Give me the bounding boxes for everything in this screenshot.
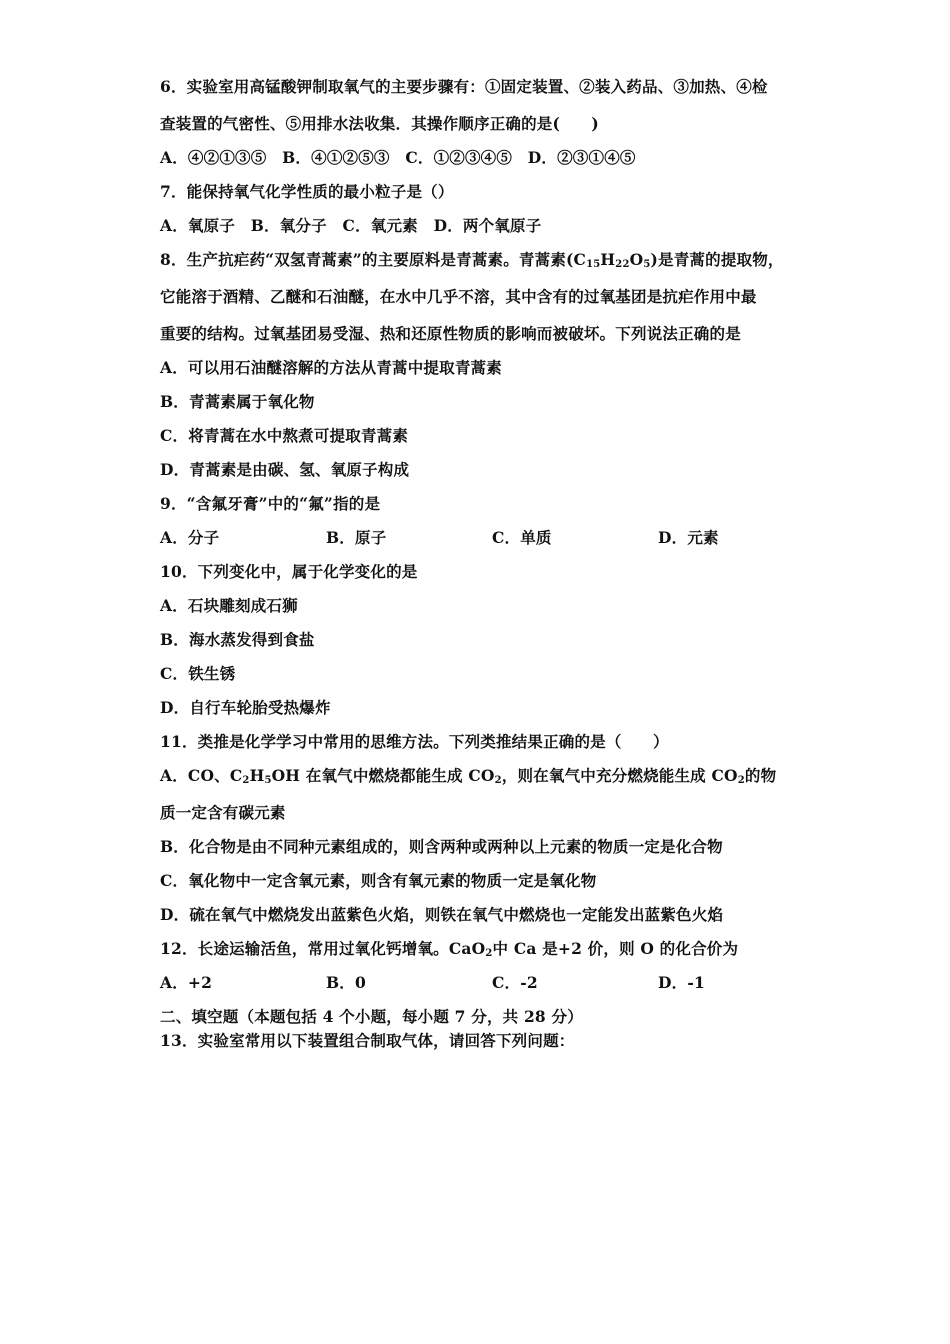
q11-sub-2a: 2 (242, 775, 250, 786)
q8-option-b: B．青蒿素属于氧化物 (160, 392, 315, 411)
q12-option-c: C．-2 (492, 973, 538, 992)
q8-stem-line3: 重要的结构。过氧基团易受湿、热和还原性物质的影响而被破坏。下列说法正确的是 (160, 324, 741, 343)
q12-options (160, 973, 705, 993)
q9-stem: 9．“含氟牙膏”中的“氟”指的是 (160, 494, 381, 513)
q12-option-d: D．-1 (658, 973, 705, 992)
q8-stem-line1-post: )是青蒿的提取物， (650, 250, 784, 269)
q11-option-a-line2: 质一定含有碳元素 (160, 803, 286, 822)
q8-option-a: A．可以用石油醚溶解的方法从青蒿中提取青蒿素 (160, 358, 502, 377)
q9-option-a: A．分子 (160, 528, 220, 547)
q10-option-d: D．自行车轮胎受热爆炸 (160, 698, 331, 717)
q11-option-a-h: H (249, 766, 265, 785)
q11-sub-2b: 2 (494, 775, 502, 786)
q11-option-a-mid: OH 在氧气中燃烧都能生成 CO (271, 766, 495, 785)
q8-option-c: C．将青蒿在水中熬煮可提取青蒿素 (160, 426, 409, 445)
q8-stem-line1-pre: 8．生产抗疟药“双氢青蒿素”的主要原料是青蒿素。青蒿素(C (160, 250, 587, 269)
q11-option-b: B．化合物是由不同种元素组成的，则含两种或两种以上元素的物质一定是化合物 (160, 837, 723, 856)
q12-option-a: A．+2 (160, 973, 213, 992)
q12-stem (160, 939, 738, 959)
q8-option-d: D．青蒿素是由碳、氢、氧原子构成 (160, 460, 410, 479)
q10-option-b: B．海水蒸发得到食盐 (160, 630, 315, 649)
q10-option-a: A．石块雕刻成石狮 (160, 596, 298, 615)
q11-option-a-post: 的物 (744, 766, 777, 785)
q11-option-a-mid2: ，则在氧气中充分燃烧能生成 CO (501, 766, 738, 785)
q8-formula-h: H (600, 250, 616, 269)
q12-option-b: B．0 (326, 973, 366, 992)
q8-formula-o: O (629, 250, 644, 269)
q8-formula-sub15: 15 (586, 259, 601, 270)
q11-option-d: D．硫在氧气中燃烧发出蓝紫色火焰，则铁在氧气中燃烧也一定能发出蓝紫色火焰 (160, 905, 724, 924)
q8-formula-sub5: 5 (643, 259, 651, 270)
q9-option-c: C．单质 (492, 528, 552, 547)
q8-stem-line2: 它能溶于酒精、乙醚和石油醚，在水中几乎不溶，其中含有的过氧基团是抗疟作用中最 (160, 287, 757, 306)
q13-stem: 13．实验室常用以下装置组合制取气体，请回答下列问题： (160, 1031, 575, 1050)
q9-option-b: B．原子 (326, 528, 387, 547)
section2-title: 二、填空题（本题包括 4 个小题，每小题 7 分，共 28 分） (160, 1007, 583, 1026)
q11-stem: 11．类推是化学学习中常用的思维方法。下列类推结果正确的是（ ） (160, 732, 669, 751)
q12-sub-2: 2 (485, 948, 493, 959)
q7-options: A．氧原子 B．氧分子 C．氧元素 D．两个氧原子 (160, 216, 542, 235)
q9-option-d: D．元素 (658, 528, 719, 547)
q10-stem: 10．下列变化中，属于化学变化的是 (160, 562, 418, 581)
q7-stem: 7．能保持氧气化学性质的最小粒子是（） (160, 182, 454, 201)
q11-sub-5: 5 (264, 775, 272, 786)
q11-option-c: C．氧化物中一定含氧元素，则含有氧元素的物质一定是氧化物 (160, 871, 597, 890)
q12-stem-pre: 12．长途运输活鱼，常用过氧化钙增氧。CaO (160, 939, 486, 958)
q12-stem-post: 中 Ca 是+2 价，则 O 的化合价为 (492, 939, 739, 958)
q11-option-a-line1 (160, 766, 776, 786)
q6-stem-line2: 查装置的气密性、⑤用排水法收集．其操作顺序正确的是( ) (160, 114, 599, 133)
q6-options: A．④②①③⑤ B．④①②⑤③ C．①②③④⑤ D．②③①④⑤ (160, 148, 636, 167)
q6-stem-line1: 6．实验室用高锰酸钾制取氧气的主要步骤有：①固定装置、②装入药品、③加热、④检 (160, 77, 768, 96)
q8-formula-sub22: 22 (615, 259, 630, 270)
q10-option-c: C．铁生锈 (160, 664, 236, 683)
q8-stem-line1 (160, 250, 784, 270)
q9-options (160, 528, 719, 548)
q11-sub-2c: 2 (737, 775, 745, 786)
q11-option-a-pre: A．CO、C (160, 766, 243, 785)
